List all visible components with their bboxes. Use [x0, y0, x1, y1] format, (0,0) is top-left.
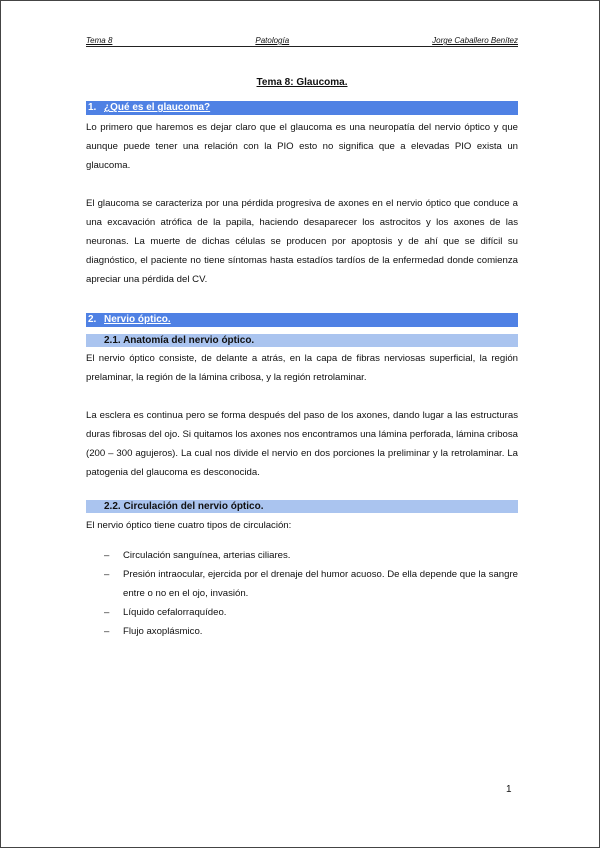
header-subject: Patología: [255, 36, 290, 45]
section-1-paragraph-2: El glaucoma se caracteriza por una pérdida progresiva de axones en el nervio óptico que conduce a una excavación atrófica de la papila, haciendo desaparecer los astrocitos y los axones de las neuronas. La muerte de dichas células se producen por apoptosis y de ahí que se difícil su diagnóstico, el paciente no tiene síntomas hasta estadíos tardíos de la enfermedad donde comienza apreciar una pérdida del CV.: [86, 198, 518, 285]
list-item: [86, 622, 518, 641]
list-item-text: Líquido cefalorraquídeo.: [123, 607, 227, 618]
dash-bullet-icon: –: [104, 626, 110, 637]
list-item-text: Flujo axoplásmico.: [123, 626, 203, 637]
list-item-text: Circulación sanguínea, arterias ciliares.: [123, 550, 291, 561]
subsection-2-2-heading: 2.2. Circulación del nervio óptico.: [86, 500, 518, 513]
running-header: [86, 36, 518, 47]
section-2-title: Nervio óptico.: [104, 314, 171, 325]
circulation-list: [86, 546, 518, 641]
section-1-heading: [86, 101, 518, 115]
header-author: Jorge Caballero Benítez: [432, 36, 518, 45]
subsection-2-2-intro: El nervio óptico tiene cuatro tipos de circulación:: [86, 520, 292, 531]
section-1-number: 1.: [88, 102, 97, 113]
list-item: [86, 565, 518, 603]
section-1-paragraph-1: Lo primero que haremos es dejar claro que el glaucoma es una neuropatía del nervio óptico y que aunque puede tener una relación con la PIO esto no significa que a elevadas PIO exista un glaucoma.: [86, 122, 518, 171]
header-topic: Tema 8: [86, 36, 113, 45]
subsection-2-1-heading: 2.1. Anatomía del nervio óptico.: [86, 334, 518, 347]
section-2-number: 2.: [88, 314, 97, 325]
subsection-2-1-paragraph-1: El nervio óptico consiste, de delante a atrás, en la capa de fibras nerviosas superficial, la región prelaminar, la región de la lámina cribosa, y la región retrolaminar.: [86, 353, 518, 383]
dash-bullet-icon: –: [104, 607, 110, 618]
section-1-title: ¿Qué es el glaucoma?: [104, 102, 211, 113]
list-item: [86, 546, 518, 565]
list-item-text: Presión intraocular, ejercida por el drenaje del humor acuoso. De ella depende que la sangre entre o no en el ojo, invasión.: [123, 569, 518, 599]
dash-bullet-icon: –: [104, 550, 110, 561]
dash-bullet-icon: –: [104, 569, 110, 580]
list-item: [86, 603, 518, 622]
page-title: Tema 8: Glaucoma.: [256, 77, 348, 88]
page-number: 1: [506, 784, 512, 795]
subsection-2-1-paragraph-2: La esclera es continua pero se forma después del paso de los axones, dando lugar a las estructuras duras fibrosas del ojo. Si quitamos los axones nos encontramos una lámina perforada, lámina cribosa (200 – 300 agujeros). La cual nos divide el nervio en dos porciones la preliminar y la retrolaminar. La patogenia del glaucoma es desconocida.: [86, 410, 518, 478]
section-2-heading: [86, 313, 518, 327]
